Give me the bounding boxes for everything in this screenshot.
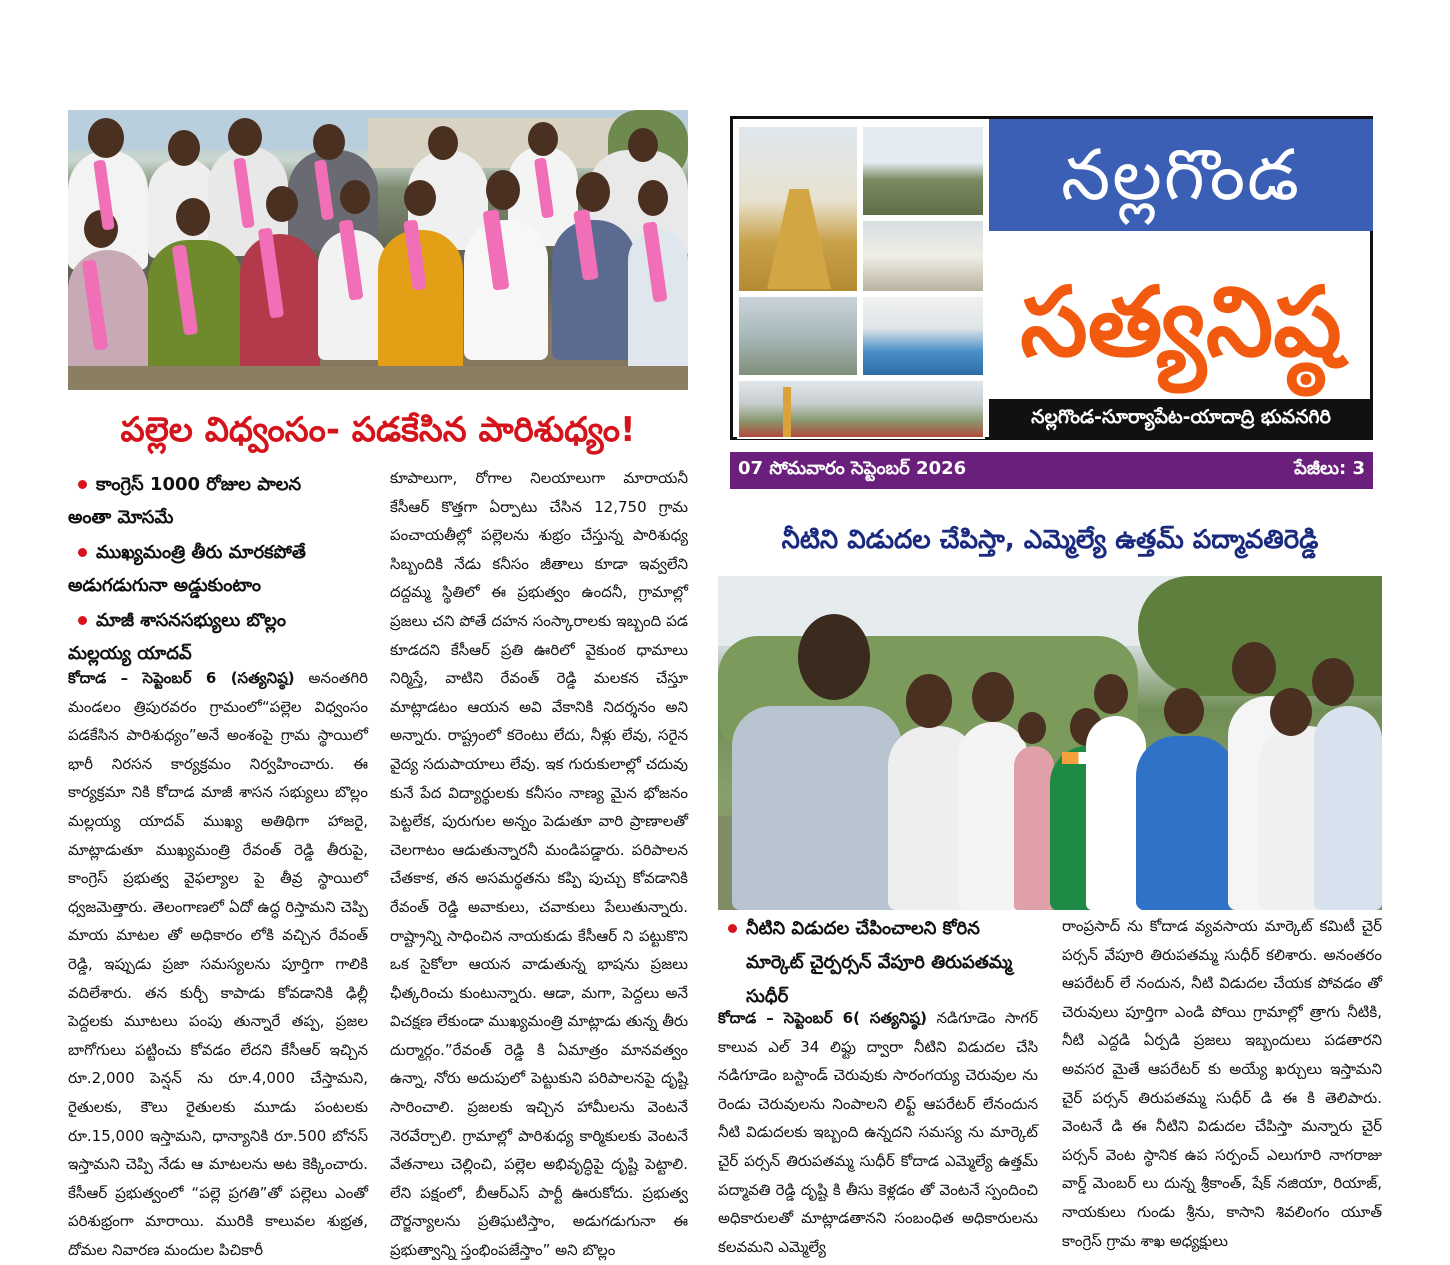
- person-head: [340, 180, 370, 214]
- person-head: [972, 672, 1014, 722]
- person-head: [1232, 642, 1276, 694]
- temple-gate-tile: [861, 295, 985, 377]
- temple-tower-tile: [737, 125, 859, 293]
- left-article-body-1: అనంతగిరి మండలం త్రిపురవరం గ్రామంలో“పల్లెల విధ్వంసం పడకేసిన పారిశుధ్యం”అనే అంశంపై గ్రామ స్థాయిలో భారీ నిరసన కార్యక్రమం నిర్వహించారు. ఈ కార్యక్రమా నికి కోదాడ మాజీ శాసన సభ్యులు బొల్లం మల్లయ్య యాదవ్ ముఖ్య అతిథిగా హాజరై, మాట్లాడుతూ ముఖ్యమంత్రి రేవంత్ రెడ్డి తీరుపై, కాంగ్రెస్ ప్రభుత్వ వైఫల్యాల పై తీవ్ర స్థాయిలో ధ్వజమెత్తారు. తెలంగాణలో ఏదో ఉద్ధ రిస్తామని చెప్పి మాయ మాటల తో అధికారం లోకి వచ్చిన రేవంత్ రెడ్డి, ఇప్పుడు ప్రజా సమస్యలను పూర్తిగా గాలికి వదిలేశారు. తన కుర్చీ కాపాడు కోవడానికి ఢిల్లీ పెద్దలకు మూటలు పంపు తున్నారే తప్ప, ప్రజల బాగోగులు పట్టించు కోవడం లేదని కేసీఆర్ ఇచ్చిన రూ.2,000 పెన్షన్ ను రూ.4,000 చేస్తామని, రైతులకు, కౌలు రైతులకు మూడు పంటలకు రూ.15,000 ఇస్తామని, ధాన్యానికి రూ.500 బోనస్ ఇస్తామని చెప్పి నేడు ఆ మాటలను అట కెక్కించారు. కేసీఆర్ ప్రభుత్వంలో “పల్లె ప్రగతి”తో పల్లెలు ఎంతో పరిశుభ్రంగా మారాయి. మురికి కాలువల శుభ్రత, దోమల నివారణ మందుల పిచికారీ: [68, 669, 368, 1259]
- highlight-line: మార్కెట్ చైర్పర్సన్ వేపూరి తిరుపతమ్మ: [746, 952, 1013, 973]
- person-head: [1164, 688, 1204, 734]
- highlight-line: ముఖ్యమంత్రి తీరు మారకపోతే: [96, 542, 306, 563]
- temple-tower: [767, 189, 831, 289]
- person-head: [576, 172, 610, 212]
- person-head: [176, 198, 210, 236]
- masthead-region: నల్లగొండ-సూర్యాపేట-యాదాద్రి భువనగిరి: [989, 399, 1373, 439]
- person-head: [1270, 688, 1312, 736]
- person-head: [404, 180, 436, 216]
- person: [1314, 706, 1382, 910]
- reservoir-tile: [737, 295, 859, 377]
- person-head: [628, 128, 658, 162]
- person-head: [313, 124, 345, 160]
- person-head: [798, 614, 870, 700]
- page-number: పేజీలు: 3: [1294, 458, 1365, 479]
- left-article-dateline: కోదాడ – సెప్టెంబర్ 6 (సత్యనిష్ఠ): [68, 669, 295, 687]
- left-article-highlights: [68, 468, 368, 672]
- left-article-headline: పల్లెల విధ్వంసం- పడకేసిన పారిశుధ్యం!: [120, 410, 636, 450]
- left-article-column-2: [390, 464, 689, 1260]
- field-visit-photo: [718, 576, 1382, 910]
- person: [552, 220, 636, 360]
- masthead-title-box: [989, 119, 1373, 231]
- masthead: [730, 116, 1373, 440]
- right-article-body-1: నడిగూడెం సాగర్ కాలువ ఎల్ 34 లిఫ్టు ద్వారా నీటిని విడుదల చేసి నడిగూడెం బస్టాండ్ చెరువుకు సారంగయ్య చెరువుల ను రెండు చెరువులను నింపాలని లిఫ్ట్ ఆపరేటర్ లేనందున నీటి విడుదలకు ఇబ్బంది ఉన్నదని సమస్య ను మార్కెట్ చైర్ పర్సన్ తిరుపతమ్మ సుధీర్ కోదాడ ఎమ్మెల్యే ఉత్తమ్ పద్మావతి రెడ్డి దృష్టి కి తీసు కెళ్లడం తో వెంటనే స్పందించి అధికారులతో మాట్లాడతానని సంబంధిత అధికారులను కలవమని ఎమ్మెల్యే: [718, 1009, 1038, 1256]
- photo-ground: [68, 366, 688, 390]
- date-bar: [730, 452, 1373, 489]
- fort-tile: [861, 125, 985, 217]
- highlight-line: అడుగడుగునా అడ్డుకుంటాం: [68, 575, 261, 596]
- right-article-headline: నీటిని విడుదల చేపిస్తా, ఎమ్మెల్యే ఉత్తమ్ పద్మావతిరెడ్డి: [781, 525, 1319, 555]
- right-article-dateline: కోదాడ – సెప్టెంబర్ 6( సత్యనిష్ఠ): [718, 1009, 927, 1027]
- person: [732, 706, 902, 910]
- shrine-tile: [861, 219, 985, 293]
- person-head: [168, 130, 200, 166]
- highlight-line: నీటిని విడుదల చేపించాలని కోరిన: [746, 918, 980, 939]
- highlight-line: మల్లయ్య యాదవ్: [68, 643, 192, 664]
- person-head: [88, 118, 124, 158]
- right-article-column-2: [1062, 912, 1382, 1250]
- issue-date: 07 సోమవారం సెప్టెంబర్ 2026: [738, 458, 967, 479]
- left-article-column-1: [68, 664, 368, 1259]
- photo-building: [368, 118, 628, 168]
- person-head: [1094, 674, 1128, 714]
- person: [1014, 746, 1054, 910]
- person-head: [228, 118, 262, 156]
- newspaper-brand: సత్యనిష్ఠ: [1020, 266, 1342, 378]
- person-head: [528, 122, 558, 156]
- person-head: [486, 170, 520, 210]
- right-article-column-1: [718, 1004, 1038, 1256]
- person-head: [638, 180, 668, 216]
- masthead-title: నల్లగొండ: [1061, 134, 1301, 216]
- highlight-item: [68, 604, 368, 670]
- right-article-highlight: [718, 912, 1038, 1016]
- person-head: [266, 186, 298, 222]
- person-head: [906, 674, 952, 728]
- highlight-item: [718, 912, 1038, 1014]
- highlight-item: [68, 536, 368, 602]
- highlight-item: [68, 468, 368, 534]
- landmark-collage: [737, 125, 987, 439]
- person-head: [428, 126, 458, 160]
- highlight-line: కాంగ్రెస్ 1000 రోజుల పాలన: [96, 474, 302, 495]
- right-article-body-2: రాంప్రసాద్ ను కోదాడ వ్యవసాయ మార్కెట్ కమిటీ చైర్ పర్సన్ వేపూరి తిరుపతమ్మ సుధీర్ కలిశారు. అనంతరం ఆపరేటర్ లే నందున, నీటి విడుదల చేయక పోవడం తో చెరువులు పూర్తిగా ఎండి పోయి గ్రామాల్లో త్రాగు నీటికి, నీటి ఎద్దడి ఏర్పడి ప్రజలు ఇబ్బందులు పడతారని అవసర మైతే ఆపరేటర్ కు అయ్యే ఖర్చులు ఇస్తామని చైర్ పర్సన్ తిరుపతమ్మ సుధీర్ డి ఈ కి తెలిపారు. వెంటనే డి ఈ నీటిని విడుదల చేపిస్తా మన్నారు చైర్ పర్సన్ వెంట స్థానిక ఉప సర్పంచ్ ఎలుగూరి నాగరాజు వార్డ్ మెంబర్ లు దున్న శ్రీకాంత్, షేక్ నజియా, రియాజ్, నాయకులు గుండు శ్రీను, కాసాని శివలింగం యూత్ కాంగ్రెస్ గ్రామ శాఖ అధ్యక్షులు: [1062, 917, 1382, 1250]
- statue-tile: [737, 379, 985, 439]
- highlight-line: అంతా మోసమే: [68, 507, 174, 528]
- statue: [783, 387, 791, 437]
- highlight-line: మాజీ శాసనసభ్యులు బొల్లం: [96, 610, 287, 631]
- highlight-line: సుధీర్: [746, 986, 789, 1007]
- person-head: [1018, 712, 1046, 744]
- protest-group-photo: [68, 110, 688, 390]
- person: [1136, 736, 1236, 910]
- person: [464, 220, 548, 360]
- person-head: [1312, 658, 1354, 706]
- left-article-body-2: కూపాలుగా, రోగాల నిలయాలుగా మారాయనీ కేసీఆర్ కొత్తగా ఏర్పాటు చేసిన 12,750 గ్రామ పంచాయతీల్లో పల్లెలను శుభ్రం చేస్తున్న పారిశుధ్య సిబ్బందికి నేడు కనీసం జీతాలు కూడా ఇవ్వలేని దద్దమ్మ స్థితిలో ఈ ప్రభుత్వం ఉందనీ, గ్రామాల్లో ప్రజలు చని పోతే దహన సంస్కారాలకు ఇబ్బంది పడ కూడదని కేసీఆర్ ప్రతి ఊరిలో వైకుంఠ ధామాలు నిర్మిస్తే, వాటిని రేవంత్ రెడ్డి మలకన చేస్తూ మాట్లాడటం ఆయన అవి వేకానికి నిదర్శనం అని అన్నారు. రాష్ట్రంలో కరెంటు లేదు, నీళ్లు లేవు, సరైన వైద్య సదుపాయాలు లేవు. ఇక గురుకులాల్లో చదువు కునే పేద విద్యార్థులకు కనీసం నాణ్య మైన భోజనం పెట్టలేక, పురుగుల అన్నం పెడుతూ వారి ప్రాణాలతో చెలగాటం ఆడుతున్నారనీ మండిపడ్డారు. పరిపాలన చేతకాక, తన అసమర్థతను కప్పి పుచ్చు కోవడానికి రేవంత్ రెడ్డి అవాకులు, చవాకులు పేలుతున్నారు. రాష్ట్రాన్ని సాధించిన నాయకుడు కేసీఆర్ ని పట్టుకొని ఒక సైకోలా ఆయన వాడుతున్న భాషను ప్రజలు ఛీత్కరించు కుంటున్నారు. ఆడా, మగా, పెద్దలు అనే విచక్షణ లేకుండా ముఖ్యమంత్రి మాట్లాడు తున్న తీరు దుర్మార్గం.”రేవంత్ రెడ్డి కి ఏమాత్రం మానవత్వం ఉన్నా, నోరు అదుపులో పెట్టుకుని పరిపాలనపై దృష్టి సారించాలి. ప్రజలకు ఇచ్చిన హామీలను వెంటనే నెరవేర్చాలి. గ్రామాల్లో పారిశుధ్య కార్మికులకు వెంటనే వేతనాలు చెల్లించి, పల్లెల అభివృద్ధిపై దృష్టి పెట్టాలి. లేని పక్షంలో, బీఆర్ఎస్ పార్టీ ఊరుకోదు. ప్రభుత్వ దౌర్జన్యాలను ప్రతిఘటిస్తాం, అడుగడుగునా ఈ ప్రభుత్వాన్ని స్తంభింపజేస్తాం” అని బొల్లం: [390, 469, 689, 1260]
